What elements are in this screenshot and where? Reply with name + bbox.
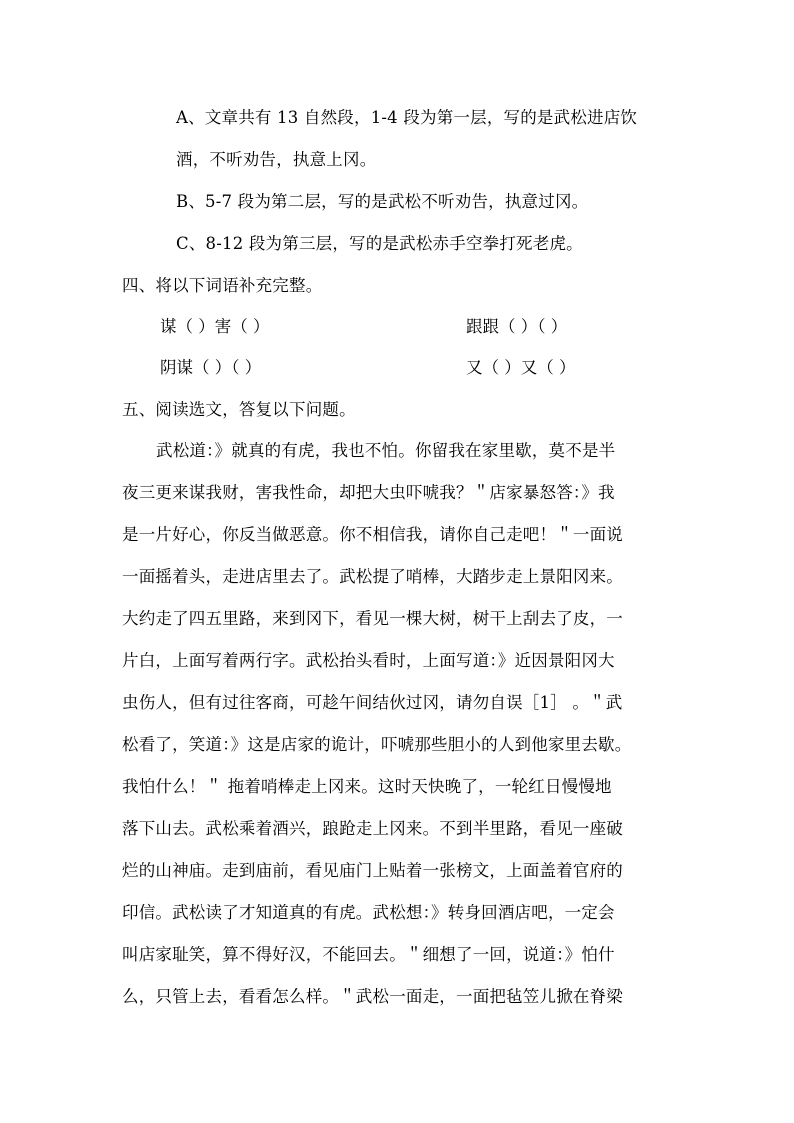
passage-line: 么，只管上去，看看怎么样。＂武松一面走，一面把毡笠儿掀在脊梁 <box>122 987 623 1006</box>
passage-line: 大约走了四五里路，来到冈下，看见一棵大树，树干上刮去了皮，一 <box>122 609 623 628</box>
fill-item-3: 阴谋（ ）（ ） <box>160 358 262 377</box>
section-5-heading: 五、阅读选文，答复以下问题。 <box>122 400 356 419</box>
passage-line: 印信。武松读了才知道真的有虎。武松想：》转身回酒店吧，一定会 <box>122 903 615 922</box>
passage-line: 一面摇着头，走进店里去了。武松提了哨棒，大踏步走上景阳冈来。 <box>122 567 623 586</box>
passage-line: 松看了，笑道：》这是店家的诡计，吓唬那些胆小的人到他家里去歇。 <box>122 735 632 754</box>
passage-line: 烂的山神庙。走到庙前，看见庙门上贴着一张榜文，上面盖着官府的 <box>122 861 623 880</box>
passage-line: 夜三更来谋我财，害我性命，却把大虫吓唬我？＂店家暴怒答：》我 <box>122 483 615 502</box>
passage-line: 武松道：》就真的有虎，我也不怕。你留我在家里歇，莫不是半 <box>156 441 616 460</box>
passage-line: 落下山去。武松乘着酒兴，踉跄走上冈来。不到半里路，看见一座破 <box>122 819 623 838</box>
option-b: B、5-7 段为第二层，写的是武松不听劝告，执意过冈。 <box>176 192 589 211</box>
passage-line: 是一片好心，你反当做恶意。你不相信我，请你自己走吧！＂一面说 <box>122 525 623 544</box>
option-c: C、8-12 段为第三层，写的是武松赤手空拳打死老虎。 <box>176 234 583 253</box>
fill-item-4: 又（ ）又（ ） <box>466 358 576 377</box>
passage-line: 片白，上面写着两行字。武松抬头看时，上面写道：》近因景阳冈大 <box>122 651 615 670</box>
passage-line: 叫店家耻笑，算不得好汉，不能回去。＂细想了一回，说道：》怕什 <box>122 945 615 964</box>
fill-item-1: 谋（ ）害（ ） <box>160 317 270 336</box>
option-a-line1: A、文章共有 13 自然段，1-4 段为第一层，写的是武松进店饮 <box>176 108 638 127</box>
option-a-line2: 酒，不听劝告，执意上冈。 <box>176 150 377 169</box>
passage-line: 我怕什么！＂ 拖着哨棒走上冈来。这时天快晚了，一轮红日慢慢地 <box>122 777 612 796</box>
section-4-heading: 四、将以下词语补充完整。 <box>122 276 323 295</box>
fill-item-2: 跟跟（ ）（ ） <box>466 317 568 336</box>
passage-line: 虫伤人，但有过往客商，可趁午间结伙过冈，请勿自误［1］ 。＂武 <box>122 693 623 712</box>
